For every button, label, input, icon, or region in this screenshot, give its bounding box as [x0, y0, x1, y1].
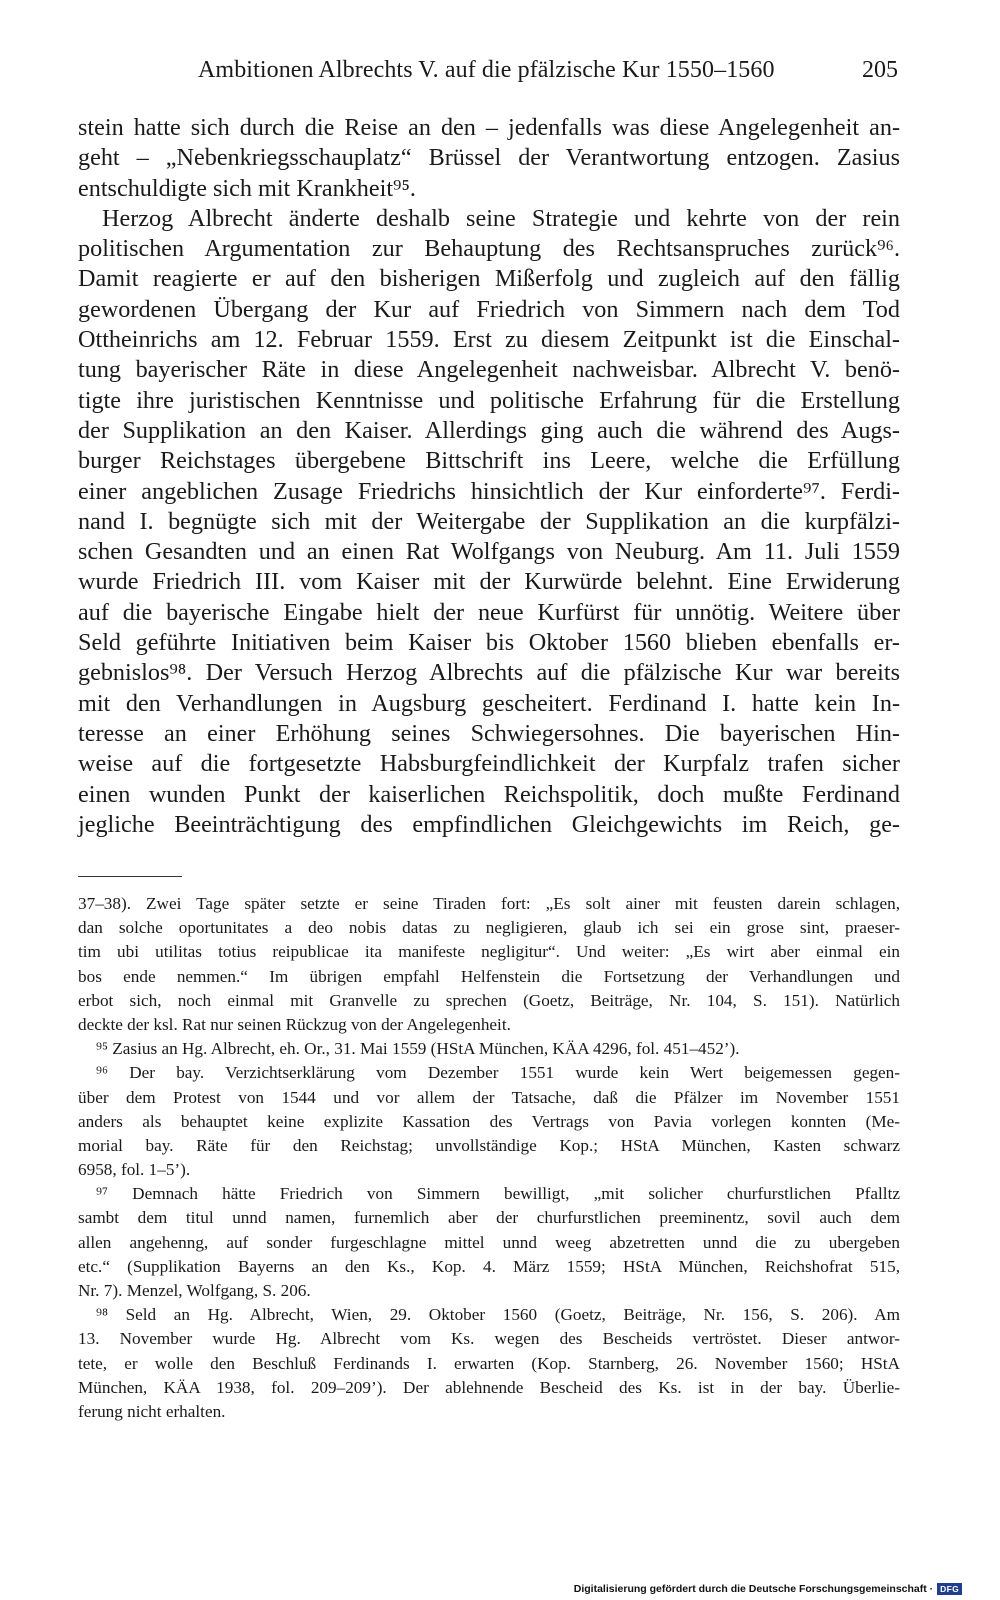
footnote-line: bos ende nemmen.“ Im übrigen empfahl Helfenstein die Fortsetzung der Verhandlungen und [78, 966, 900, 986]
footnote-96: ⁹⁶ Der bay. Verzichtserklärung vom Dezember 1551 wurde kein Wert beigemessen gegen- [96, 1063, 900, 1083]
body-line: auf die bayerische Eingabe hielt der neue Kurfürst für unnötig. Weitere über [78, 598, 900, 626]
running-title: Ambitionen Albrechts V. auf die pfälzische Kur 1550–1560 [198, 57, 775, 83]
footnote-line: ferung nicht erhalten. [78, 1401, 226, 1421]
footnote-98: ⁹⁸ Seld an Hg. Albrecht, Wien, 29. Oktober 1560 (Goetz, Beiträge, Nr. 156, S. 206). Am [96, 1305, 900, 1325]
body-line: gebnislos⁹⁸. Der Versuch Herzog Albrechts auf die pfälzische Kur war bereits [78, 659, 900, 687]
footnote-line: 37–38). Zwei Tage später setzte er seine Tiraden fort: „Es solt ainer mit feusten darein schlagen, [78, 894, 900, 913]
footnote-line: 6958, fol. 1–5’). [78, 1160, 191, 1180]
footnote-line: etc.“ (Supplikation Bayerns an den Ks., Kop. 4. März 1559; HStA München, Reichshofrat 515, [78, 1256, 900, 1276]
body-line: Seld geführte Initiativen beim Kaiser bis Oktober 1560 blieben ebenfalls er- [78, 629, 900, 657]
footnote-line: morial bay. Räte für den Reichstag; unvollständige Kop.; HStA München, Kasten schwarz [78, 1135, 900, 1155]
page-number: 205 [862, 57, 898, 83]
body-line: einer angeblichen Zusage Friedrichs hinsichtlich der Kur einforderte⁹⁷. Ferdi- [78, 477, 900, 505]
footnote-97: ⁹⁷ Demnach hätte Friedrich von Simmern bewilligt, „mit solicher churfurstlichen Pfalltz [96, 1184, 900, 1204]
body-line: der Supplikation an den Kaiser. Allerdings ging auch die während des Augs- [78, 416, 900, 444]
body-line: nand I. begnügte sich mit der Weitergabe der Supplikation an die kurpfälzi- [78, 507, 900, 535]
footnote-line: anders als behauptet keine explizite Kassation des Vertrags von Pavia vorlegen konnten (Me- [78, 1111, 900, 1131]
body-line: Herzog Albrecht änderte deshalb seine Strategie und kehrte von der rein [102, 204, 900, 232]
footnote-line: Nr. 7). Menzel, Wolfgang, S. 206. [78, 1281, 311, 1300]
body-line: gewordenen Übergang der Kur auf Friedrich von Simmern nach dem Tod [78, 295, 900, 323]
body-line: jegliche Beeinträchtigung des empfindlichen Gleichgewichts im Reich, ge- [78, 810, 900, 838]
footnote-line: sambt dem titul unnd namen, furnemlich aber der churfurstlichen preeminentz, sovil auch dem [78, 1208, 900, 1228]
body-line: burger Reichstages übergebene Bittschrift ins Leere, welche die Erfüllung [78, 447, 900, 475]
footnote-line: erbot sich, noch einmal mit Granvelle zu sprechen (Goetz, Beiträge, Nr. 104, S. 151). Natürlich [78, 990, 900, 1010]
body-line: Ottheinrichs am 12. Februar 1559. Erst zu diesem Zeitpunkt ist die Einschal- [78, 326, 900, 354]
footnote-line: über dem Protest von 1544 und vor allem der Tatsache, daß die Pfälzer im November 1551 [78, 1087, 900, 1107]
body-line: einen wunden Punkt der kaiserlichen Reichspolitik, doch mußte Ferdinand [78, 780, 900, 808]
body-line: politischen Argumentation zur Behauptung des Rechtsanspruches zurück⁹⁶. [78, 235, 900, 263]
body-line: schen Gesandten und an einen Rat Wolfgangs von Neuburg. Am 11. Juli 1559 [78, 538, 900, 566]
body-line: entschuldigte sich mit Krankheit⁹⁵. [78, 174, 416, 202]
body-line: tigte ihre juristischen Kenntnisse und politische Erfahrung für die Erstellung [78, 386, 900, 414]
body-line: Damit reagierte er auf den bisherigen Mißerfolg und zugleich auf den fällig [78, 265, 900, 293]
footnote-95: ⁹⁵ Zasius an Hg. Albrecht, eh. Or., 31. Mai 1559 (HStA München, KÄA 4296, fol. 451–452’). [96, 1039, 740, 1059]
footnote-separator [78, 876, 182, 877]
dfg-logo-icon: DFG [937, 1583, 962, 1595]
body-line: stein hatte sich durch die Reise an den – jedenfalls was diese Angelegenheit an- [78, 114, 900, 141]
footnote-line: tim ubi utilitas totius reipublicae ita manifeste negligitur“. Und weiter: „Es wirt aber einmal ein [78, 942, 900, 962]
body-line: teresse an einer Erhöhung seines Schwiegersohnes. Die bayerischen Hin- [78, 719, 900, 747]
body-line: mit den Verhandlungen in Augsburg gescheitert. Ferdinand I. hatte kein In- [78, 689, 900, 717]
footnote-line: allen angehenng, auf sonder furgeschlagne mittel unnd weeg abzetretten unnd die zu ubergeben [78, 1232, 900, 1252]
footnote-line: 13. November wurde Hg. Albrecht vom Ks. wegen des Bescheids vertröstet. Dieser antwor- [78, 1329, 900, 1349]
footnote-line: dan solche oportunitates a deo nobis datas zu negligieren, glaub ich sei ein grose sint, praeser- [78, 918, 900, 938]
credit-text: Digitalisierung gefördert durch die Deutsche Forschungsgemeinschaft · [573, 1583, 934, 1595]
body-line: geht – „Nebenkriegsschauplatz“ Brüssel der Verantwortung entzogen. Zasius [78, 144, 900, 172]
body-line: wurde Friedrich III. vom Kaiser mit der Kurwürde belehnt. Eine Erwiderung [78, 568, 900, 596]
footnote-line: deckte der ksl. Rat nur seinen Rückzug von der Angelegenheit. [78, 1014, 511, 1034]
footnote-line: München, KÄA 1938, fol. 209–209’). Der ablehnende Bescheid des Ks. ist in der bay. Überlie- [78, 1377, 900, 1397]
footnotes [78, 892, 900, 1424]
body-line: weise auf die fortgesetzte Habsburgfeindlichkeit der Kurpfalz trafen sicher [78, 750, 900, 778]
main-text [78, 113, 900, 840]
digitization-credit [574, 1583, 962, 1595]
body-line: tung bayerischer Räte in diese Angelegenheit nachweisbar. Albrecht V. benö- [78, 356, 900, 384]
footnote-line: tete, er wolle den Beschluß Ferdinands I. erwarten (Kop. Starnberg, 26. November 1560; HStA [78, 1353, 900, 1373]
